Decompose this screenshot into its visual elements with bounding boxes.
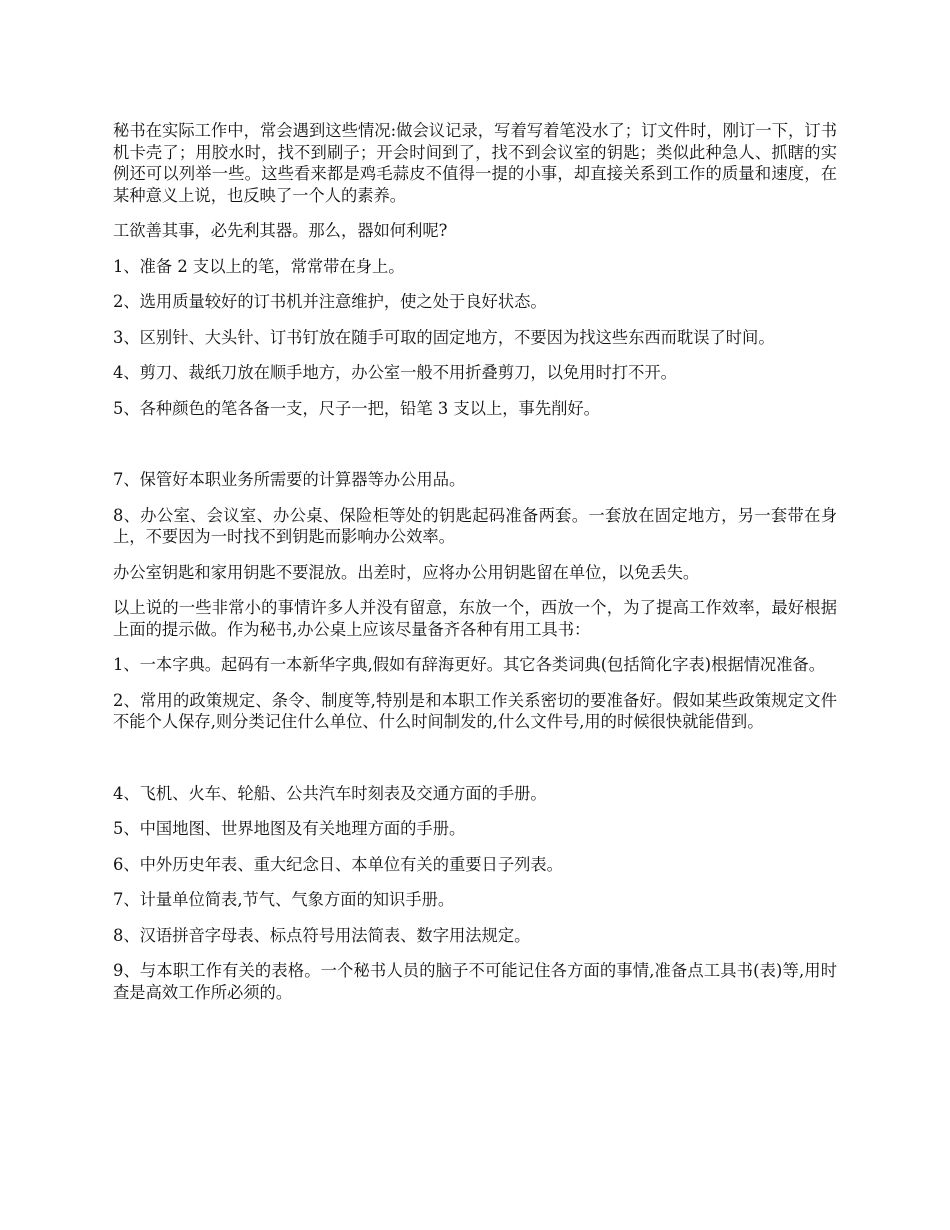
list-item-stapler: 2、选用质量较好的订书机并注意维护，使之处于良好状态。 [113,292,547,311]
paragraph-intro: 秘书在实际工作中，常会遇到这些情况:做会议记录，写着写着笔没水了；订文件时，刚订一下，订书机卡壳了；用胶水时，找不到刷子；开会时间到了，找不到会议室的钥匙；类似此种急人、抓瞎的实例还可以列举一些。这些看来都是鸡毛蒜皮不值得一提的小事，却直接关系到工作的质量和速度，在某种意义上说，也反映了一个人的素养。 [113,121,837,205]
list-item-dictionary: 1、一本字典。起码有一本新华字典,假如有辞海更好。其它各类词典(包括简化字表)根据情况准备。 [113,655,826,674]
paragraph-proverb: 工欲善其事，必先利其器。那么，器如何利呢? [113,221,448,240]
list-item-maps: 5、中国地图、世界地图及有关地理方面的手册。 [113,819,466,838]
list-item-timetables: 4、飞机、火车、轮船、公共汽车时刻表及交通方面的手册。 [113,783,547,803]
document-body [113,120,837,1017]
list-item-units: 7、计量单位简表,节气、气象方面的知识手册。 [113,890,455,909]
paragraph-tools-intro: 以上说的一些非常小的事情许多人并没有留意，东放一个，西放一个，为了提高工作效率，最好根据上面的提示做。作为秘书,办公桌上应该尽量备齐各种有用工具书： [113,598,837,639]
blank-line [113,433,837,469]
paragraph-keys-note: 办公室钥匙和家用钥匙不要混放。出差时，应将办公用钥匙留在单位，以免丢失。 [113,562,700,582]
list-item-colored-pens: 5、各种颜色的笔各备一支，尺子一把，铅笔 3 支以上，事先削好。 [113,398,600,418]
list-item-scissors: 4、剪刀、裁纸刀放在顺手地方，办公室一般不用折叠剪刀，以免用时打不开。 [113,363,677,382]
list-item-pens: 1、准备 2 支以上的笔，常常带在身上。 [113,256,405,276]
list-item-keys: 8、办公室、会议室、办公桌、保险柜等处的钥匙起码准备两套。一套放在固定地方，另一套带在身上，不要因为一时找不到钥匙而影响办公效率。 [113,505,837,546]
list-item-calculator: 7、保管好本职业务所需要的计算器等办公用品。 [113,470,466,489]
list-item-clips: 3、区别针、大头针、订书钉放在随手可取的固定地方，不要因为找这些东西而耽误了时间。 [113,327,775,347]
list-item-pinyin: 8、汉语拼音字母表、标点符号用法简表、数字用法规定。 [113,925,531,945]
list-item-history: 6、中外历史年表、重大纪念日、本单位有关的重要日子列表。 [113,854,563,874]
list-item-regulations: 2、常用的政策规定、条令、制度等,特别是和本职工作关系密切的要准备好。假如某些政策规定文件不能个人保存,则分类记住什么单位、什么时间制发的,什么文件号,用的时候很快就能借到。 [113,690,837,731]
list-item-forms: 9、与本职工作有关的表格。一个秘书人员的脑子不可能记住各方面的事情,准备点工具书(表)等,用时查是高效工作所必须的。 [113,961,837,1002]
blank-line [113,747,837,783]
